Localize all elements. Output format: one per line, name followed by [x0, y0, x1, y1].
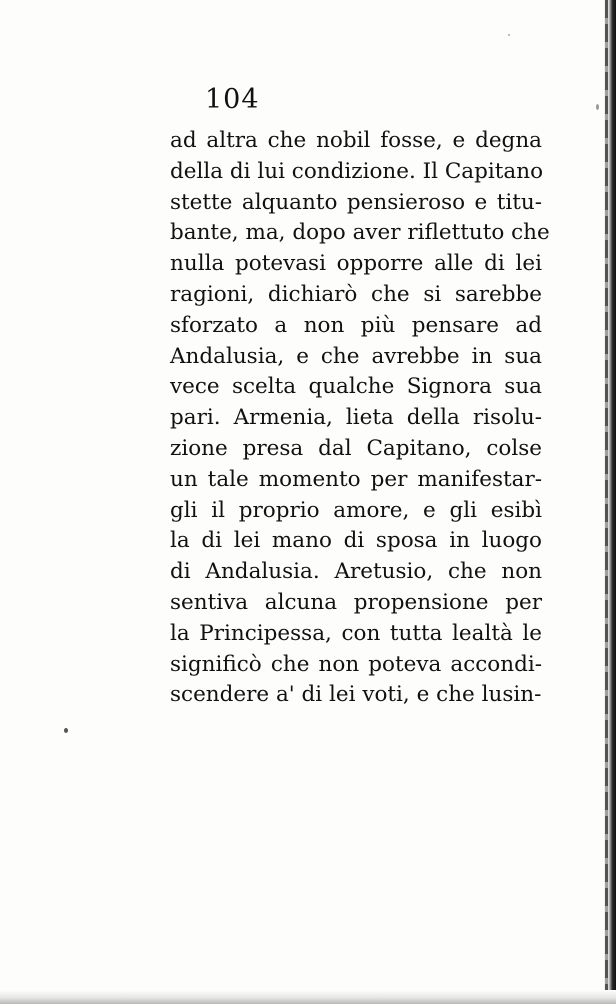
text-line: della di lui condizione. Il Capitano [170, 158, 544, 184]
page-bottom-edge [0, 990, 616, 1004]
text-line: pari. Armenia, lieta della risolu- [170, 405, 542, 431]
text-line: la di lei mano di sposa in luogo [170, 528, 542, 554]
text-line: la Principessa, con tutta lealtà le [170, 620, 542, 646]
text-line: Andalusia, e che avrebbe in sua [170, 343, 542, 369]
text-line: significò che non poteva accondi- [170, 651, 542, 677]
text-line: vece scelta qualche Signora sua [170, 374, 542, 400]
text-line: scendere a' di lei voti, e che lusin- [170, 682, 542, 708]
print-speck [508, 34, 510, 36]
text-line: sforzato a non più pensare ad [170, 312, 542, 338]
text-line: zione presa dal Capitano, colse [170, 435, 542, 461]
page-number: 104 [205, 84, 260, 115]
text-line: un tale momento per manifestar- [170, 466, 542, 492]
text-line: bante, ma, dopo aver riflettuto che [170, 220, 550, 246]
text-line: sentiva alcuna propensione per [170, 589, 542, 615]
body-text [170, 126, 550, 711]
text-line: ad altra che nobil fosse, e degna [170, 128, 542, 153]
print-speck [596, 104, 599, 110]
print-speck [64, 728, 68, 733]
page-edge-shadow [605, 0, 608, 1004]
text-line: gli il proprio amore, e gli esibì [170, 497, 542, 523]
text-line: ragioni, dichiarò che si sarebbe [170, 281, 542, 307]
text-line: stette alquanto pensieroso e titu- [170, 189, 542, 215]
text-line: nulla potevasi opporre alle di lei [170, 251, 542, 277]
text-line: di Andalusia. Aretusio, che non [170, 559, 542, 585]
